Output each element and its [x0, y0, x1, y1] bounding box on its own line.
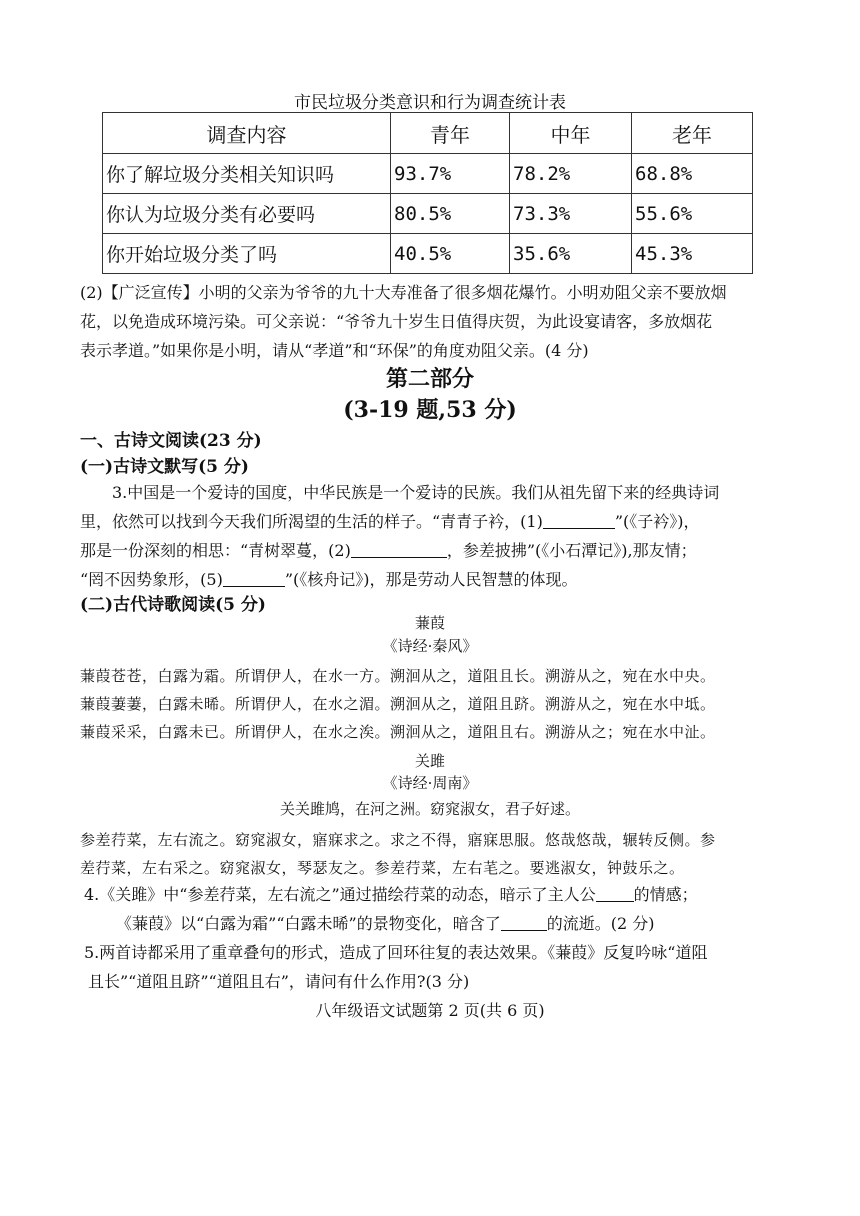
- question-5-line: 且长”“道阻且跻”“道阻且右”，请问有什么作用?(3 分): [88, 972, 470, 991]
- table-header-cell: 调查内容: [103, 113, 391, 154]
- poem-line: 蒹葭萋萋，白露未晞。所谓伊人，在水之湄。溯洄从之，道阻且跻。溯游从之，宛在水中坻。: [80, 695, 716, 713]
- part-title: 第二部分: [385, 366, 474, 392]
- answer-blank-1[interactable]: [543, 512, 615, 529]
- answer-blank-4[interactable]: [596, 885, 634, 902]
- question-4-text: 《蒹葭》以“白露为霜”“白露未晞”的景物变化，暗含了: [116, 914, 501, 933]
- question-3-text: ”(《子衿》)，: [614, 512, 700, 531]
- answer-blank-2[interactable]: [351, 541, 447, 558]
- table-header-cell: 青年: [391, 113, 510, 154]
- question-4: [84, 880, 784, 938]
- question-3-line: [80, 536, 780, 565]
- table-cell-youth: 40.5%: [391, 234, 510, 274]
- poem-2-source: 《诗经·周南》: [382, 774, 478, 792]
- question-3: [80, 478, 780, 594]
- question-4-text: 的情感；: [633, 885, 698, 904]
- question-4-line: [84, 909, 784, 938]
- poem-1-title: 蒹葭: [414, 614, 445, 632]
- question-3-line: [80, 507, 780, 536]
- question-2-line: 表示孝道。”如果你是小明，请从“孝道”和“环保”的角度劝阻父亲。(4 分): [80, 341, 589, 360]
- question-4-text: 的流逝。(2 分): [546, 914, 655, 933]
- part-subtitle: (3-19 题,53 分): [343, 397, 517, 423]
- poem-line: 差荇菜，左右采之。窈窕淑女，琴瑟友之。参差荇菜，左右芼之。要逃淑女，钟鼓乐之。: [80, 859, 685, 877]
- poem-1-body: [80, 662, 780, 746]
- question-2: [80, 278, 780, 365]
- table-header-cell: 中年: [510, 113, 632, 154]
- table-caption: 市民垃圾分类意识和行为调查统计表: [294, 93, 566, 113]
- table-cell-middle: 73.3%: [510, 194, 632, 234]
- question-5: [84, 938, 784, 996]
- table-cell-item: 你开始垃圾分类了吗: [103, 234, 391, 274]
- question-3-text: “罔不因势象形，(5): [80, 570, 223, 589]
- question-4-line: [84, 880, 784, 909]
- question-3-text: 里，依然可以找到今天我们所渴望的生活的样子。“青青子衿，(1): [80, 512, 543, 531]
- question-3-text: ，参差披拂”(《小石潭记》),那友情；: [446, 541, 697, 560]
- poem-1-source: 《诗经·秦风》: [382, 637, 478, 655]
- poem-line: 关关雎鸠，在河之洲。窈窕淑女，君子好逑。: [279, 800, 580, 818]
- table-cell-elder: 45.3%: [632, 234, 753, 274]
- poem-2-title: 关雎: [414, 752, 445, 770]
- table-cell-middle: 35.6%: [510, 234, 632, 274]
- table-row: [103, 194, 753, 234]
- table-cell-item: 你了解垃圾分类相关知识吗: [103, 154, 391, 194]
- table-row: [103, 154, 753, 194]
- table-cell-middle: 78.2%: [510, 154, 632, 194]
- table-row: [103, 234, 753, 274]
- table-cell-elder: 68.8%: [632, 154, 753, 194]
- question-2-line: (2)【广泛宣传】小明的父亲为爷爷的九十大寿准备了很多烟花爆竹。小明劝阻父亲不要放烟: [80, 283, 727, 302]
- answer-blank-5[interactable]: [501, 914, 547, 931]
- subsection-heading: (二)古代诗歌阅读(5 分): [80, 595, 266, 615]
- poem-line: 参差荇菜，左右流之。窈窕淑女，寤寐求之。求之不得，寤寐思服。悠哉悠哉，辗转反侧。参: [80, 831, 716, 849]
- table-header-row: [103, 113, 753, 154]
- table-cell-youth: 93.7%: [391, 154, 510, 194]
- question-2-line: 花，以免造成环境污染。可父亲说：“爷爷九十岁生日值得庆贺，为此设宴请客，多放烟花: [80, 312, 713, 331]
- table-cell-item: 你认为垃圾分类有必要吗: [103, 194, 391, 234]
- question-3-text: 那是一份深刻的相思：“青树翠蔓，(2): [80, 541, 351, 560]
- question-4-text: 4.《关雎》中“参差荇菜，左右流之”通过描绘荇菜的动态，暗示了主人公: [84, 885, 596, 904]
- poem-line: 蒹葭苍苍，白露为霜。所谓伊人，在水一方。溯洄从之，道阻且长。溯游从之，宛在水中央。: [80, 667, 716, 685]
- section-heading: 一、古诗文阅读(23 分): [80, 431, 262, 451]
- subsection-heading: (一)古诗文默写(5 分): [80, 457, 249, 477]
- page-footer: 八年级语文试题第 2 页(共 6 页): [315, 1001, 545, 1020]
- table-header-cell: 老年: [632, 113, 753, 154]
- table-cell-elder: 55.6%: [632, 194, 753, 234]
- table-cell-youth: 80.5%: [391, 194, 510, 234]
- answer-blank-3[interactable]: [223, 570, 285, 587]
- survey-table: [102, 112, 753, 274]
- question-5-line: 5.两首诗都采用了重章叠句的形式，造成了回环往复的表达效果。《蒹葭》反复吟咏“道阻: [84, 943, 708, 962]
- question-3-text: ”(《核舟记》)，那是劳动人民智慧的体现。: [284, 570, 578, 589]
- question-3-line: 3.中国是一个爱诗的国度，中华民族是一个爱诗的民族。我们从祖先留下来的经典诗词: [112, 483, 720, 502]
- poem-line: 蒹葭采采，白露未已。所谓伊人，在水之涘。溯洄从之，道阻且右。溯游从之；宛在水中沚。: [80, 723, 716, 741]
- poem-2-body: [80, 826, 780, 882]
